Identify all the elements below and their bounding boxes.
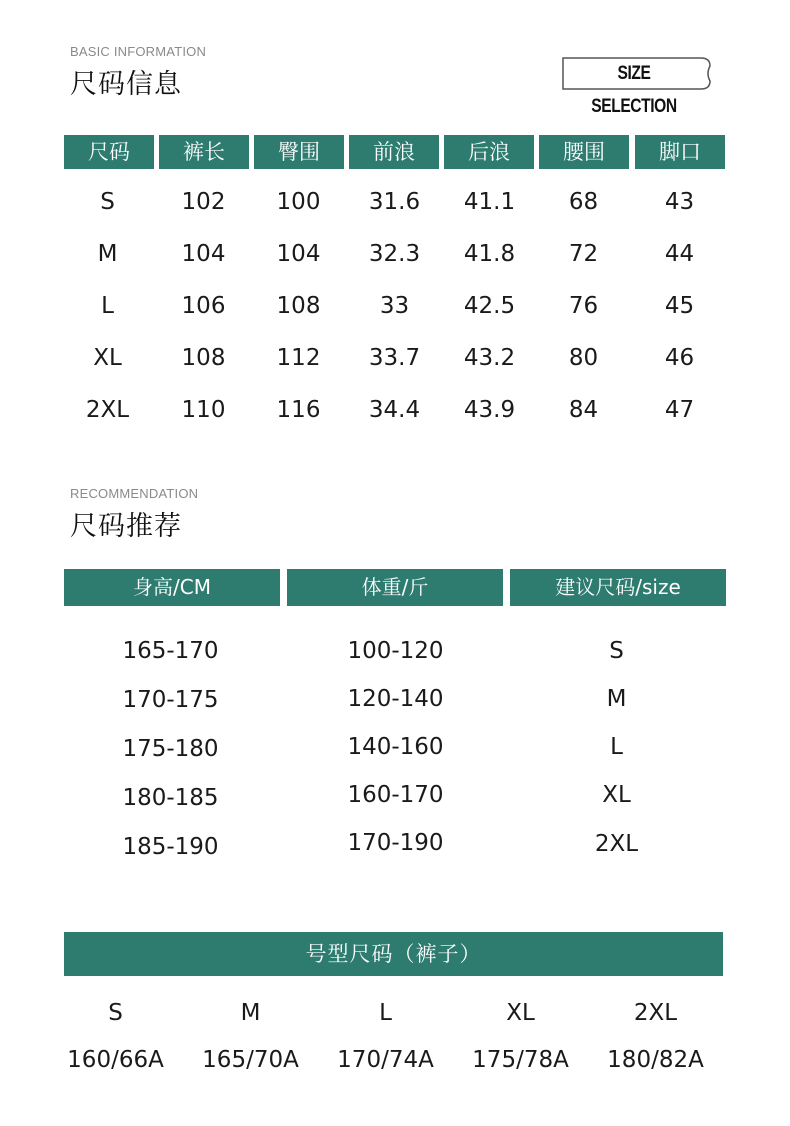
recommend-title: 尺码推荐 <box>70 511 182 542</box>
size-cell: 34.4 <box>368 397 421 423</box>
size-cell: 72 <box>568 241 599 267</box>
recommend-cell: XL <box>602 782 631 808</box>
size-header-cell: 臀围 <box>254 135 344 169</box>
size-cell: 43.9 <box>463 397 516 423</box>
model-code-value: 175/78A <box>472 1047 569 1073</box>
size-header-cell: 腰围 <box>539 135 629 169</box>
size-cell: 31.6 <box>368 189 421 215</box>
model-code-value: 170/74A <box>337 1047 434 1073</box>
size-cell: 108 <box>181 345 226 371</box>
size-cell: 43.2 <box>463 345 516 371</box>
size-header-cell: 裤长 <box>159 135 249 169</box>
size-selection-badge <box>562 57 706 117</box>
size-cell: 68 <box>568 189 599 215</box>
recommend-cell: 140-160 <box>347 734 444 760</box>
size-cell: 42.5 <box>463 293 516 319</box>
model-code-value: 165/70A <box>202 1047 299 1073</box>
model-size-label: M <box>240 1000 261 1026</box>
size-cell: 32.3 <box>368 241 421 267</box>
size-cell: 44 <box>664 241 695 267</box>
recommend-header-cell: 建议尺码/size <box>510 569 726 606</box>
model-size-label: XL <box>506 1000 535 1026</box>
recommend-cell: 120-140 <box>347 686 444 712</box>
size-cell: 106 <box>181 293 226 319</box>
size-cell: 33 <box>379 293 410 319</box>
badge-label: SIZE SELECTION <box>591 63 677 117</box>
model-code-value: 180/82A <box>607 1047 704 1073</box>
recommend-cell: 170-190 <box>347 830 444 856</box>
size-header-cell: 尺码 <box>64 135 154 169</box>
recommend-cell: 170-175 <box>122 687 219 713</box>
size-cell: 46 <box>664 345 695 371</box>
recommend-header-cell: 身高/CM <box>64 569 280 606</box>
recommend-cell: 2XL <box>594 831 639 857</box>
size-cell: 110 <box>181 397 226 423</box>
size-cell: XL <box>93 345 122 371</box>
size-cell: 116 <box>276 397 321 423</box>
size-cell: 33.7 <box>368 345 421 371</box>
size-header-cell: 前浪 <box>349 135 439 169</box>
size-cell: 80 <box>568 345 599 371</box>
size-cell: L <box>101 293 114 319</box>
size-cell: 45 <box>664 293 695 319</box>
size-cell: 41.1 <box>463 189 516 215</box>
model-code-value: 160/66A <box>67 1047 164 1073</box>
size-cell: M <box>97 241 118 267</box>
recommend-cell: 165-170 <box>122 638 219 664</box>
recommend-cell: 175-180 <box>122 736 219 762</box>
size-header-cell: 后浪 <box>444 135 534 169</box>
size-cell: 100 <box>276 189 321 215</box>
model-size-bar: 号型尺码（裤子） <box>64 932 723 976</box>
size-cell: 47 <box>664 397 695 423</box>
recommend-cell: 100-120 <box>347 638 444 664</box>
model-size-label: L <box>379 1000 392 1026</box>
recommend-cell: 160-170 <box>347 782 444 808</box>
size-cell: 104 <box>276 241 321 267</box>
recommend-eyebrow: RECOMMENDATION <box>70 486 199 501</box>
size-header-cell: 脚口 <box>635 135 725 169</box>
size-cell: 41.8 <box>463 241 516 267</box>
basic-title: 尺码信息 <box>70 69 182 100</box>
basic-eyebrow: BASIC INFORMATION <box>70 44 207 59</box>
size-cell: 104 <box>181 241 226 267</box>
recommend-cell: M <box>606 686 627 712</box>
size-cell: 112 <box>276 345 321 371</box>
recommend-cell: S <box>609 638 624 664</box>
recommend-cell: L <box>610 734 623 760</box>
recommend-header-cell: 体重/斤 <box>287 569 503 606</box>
recommend-cell: 185-190 <box>122 834 219 860</box>
recommend-cell: 180-185 <box>122 785 219 811</box>
size-cell: 84 <box>568 397 599 423</box>
model-size-label: S <box>108 1000 123 1026</box>
size-cell: 102 <box>181 189 226 215</box>
size-cell: S <box>100 189 115 215</box>
size-cell: 2XL <box>85 397 130 423</box>
size-cell: 108 <box>276 293 321 319</box>
size-cell: 43 <box>664 189 695 215</box>
model-size-label: 2XL <box>633 1000 678 1026</box>
size-cell: 76 <box>568 293 599 319</box>
